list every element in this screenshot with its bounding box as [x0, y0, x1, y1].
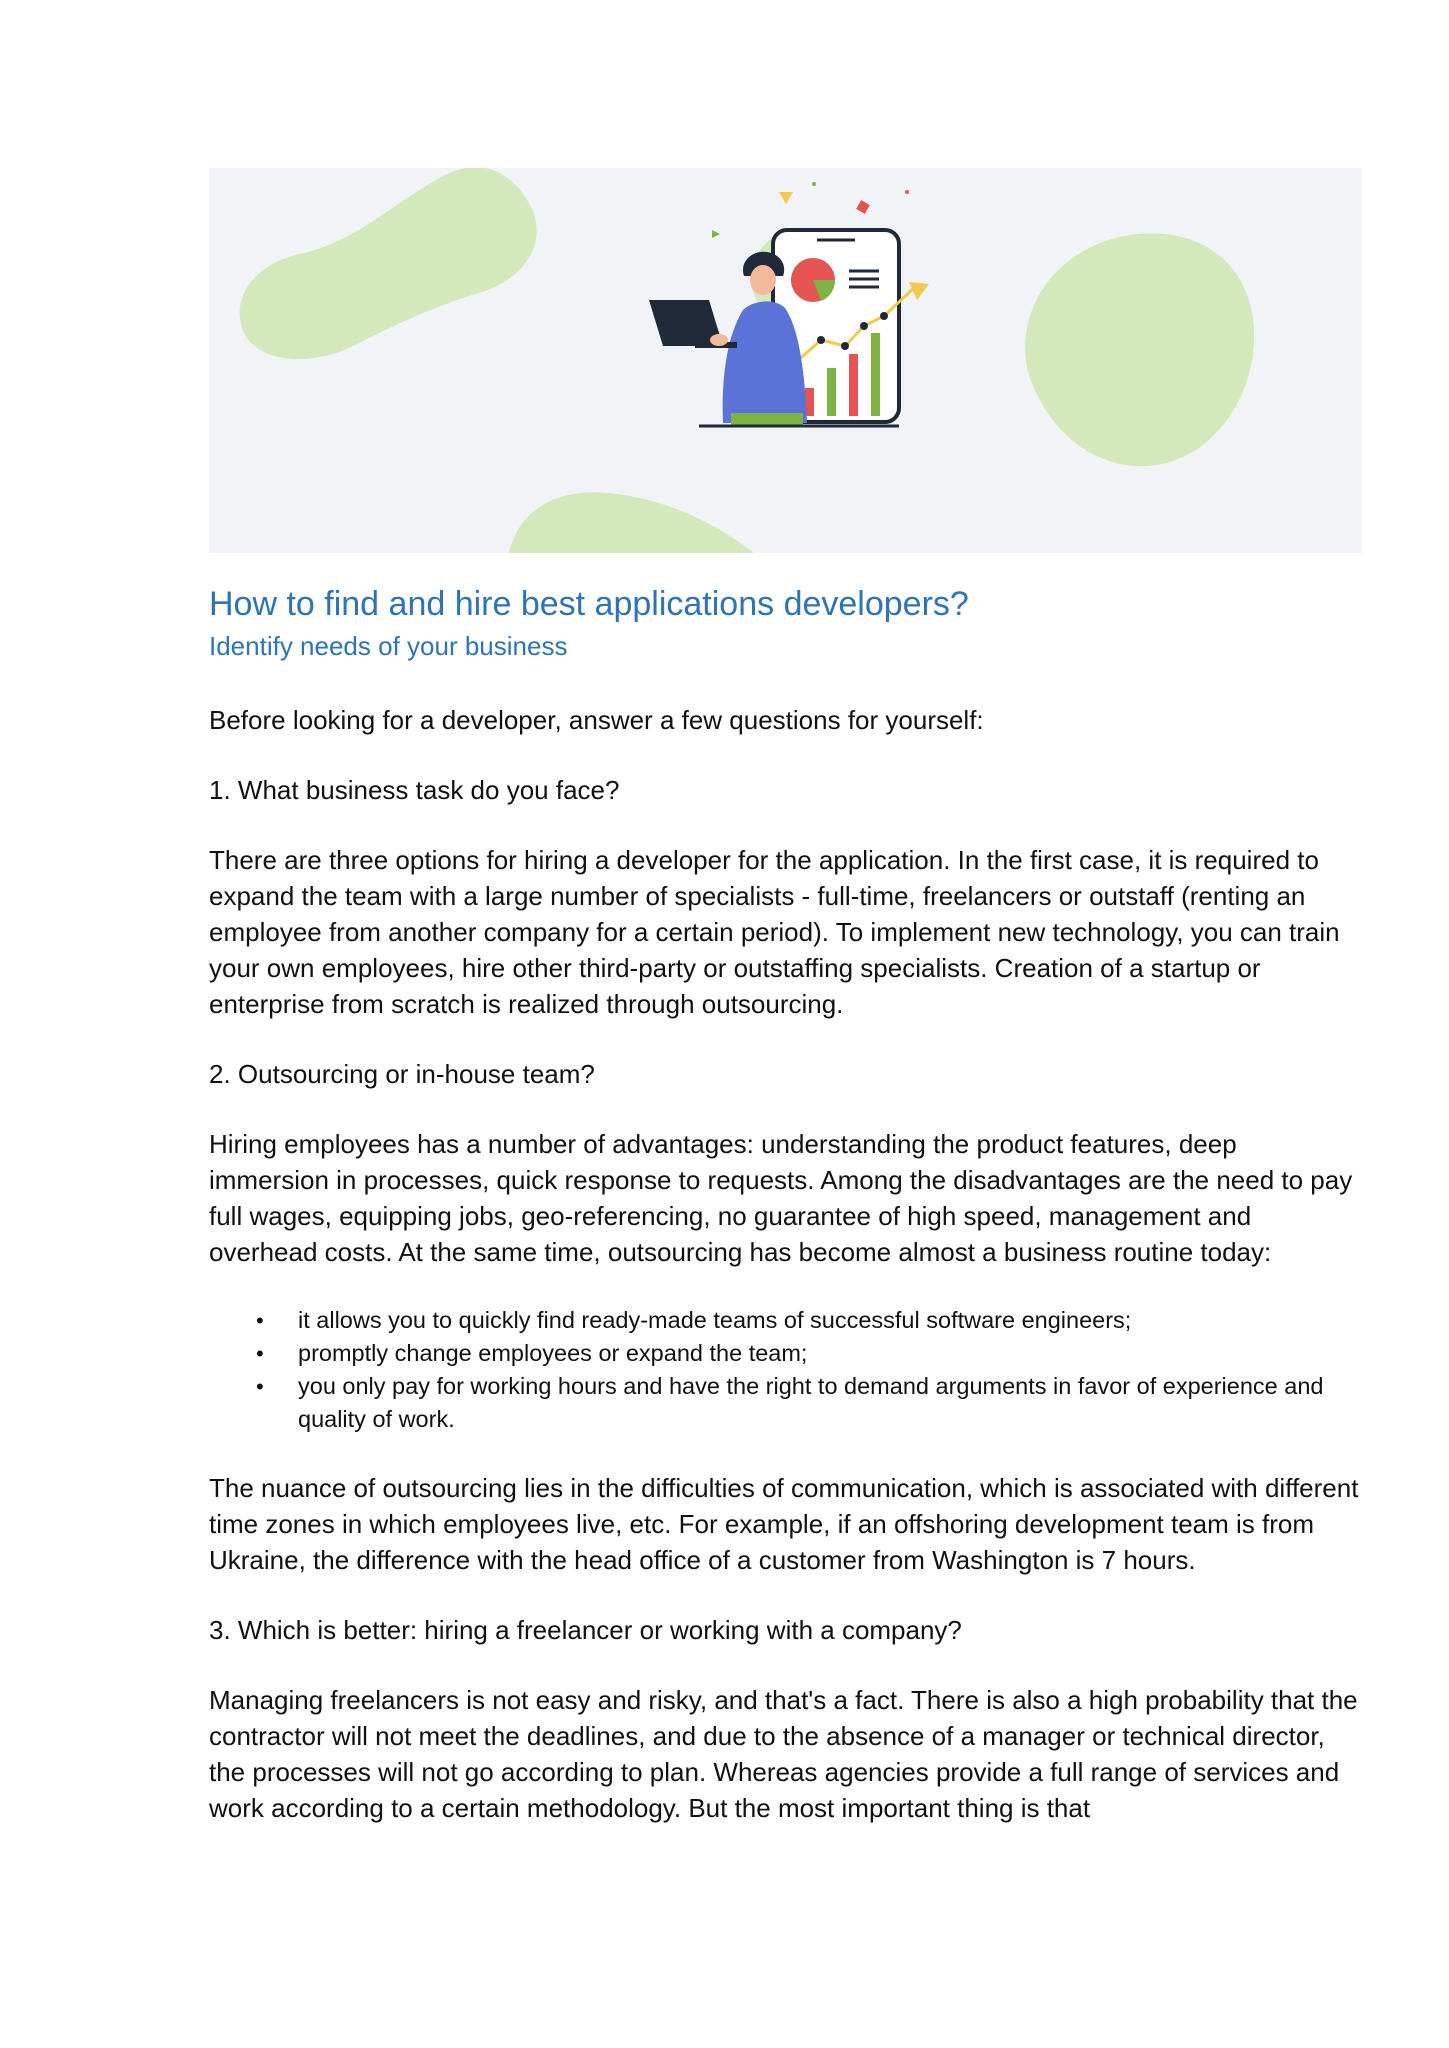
bar-2 [827, 368, 836, 416]
green-blob-bottom [509, 492, 754, 553]
green-blob-right [1025, 233, 1254, 466]
paragraph-1: There are three options for hiring a developer for the application. In the first case, it is required to expand the team with a large number of specialists - full-time, freelancers or outstaff (renting an employee from another company for a certain period). To implement new technology, you can train your own employees, hire other third-party or outstaffing specialists. Creation of a startup or enterprise from scratch is realized through outsourcing. [209, 845, 1340, 1019]
bar-4 [871, 333, 880, 416]
hero-illustration [209, 168, 1362, 553]
person-pants [731, 413, 803, 425]
list-item-text: it allows you to quickly find ready-made teams of successful software engineers; [298, 1307, 1132, 1333]
bullet-icon: • [256, 1308, 264, 1333]
confetti-dot-2 [812, 182, 816, 186]
paragraph-4: Managing freelancers is not easy and risky, and that's a fact. There is also a high probability that the contractor will not meet the deadlines, and due to the absence of a manager or technical director, the processes will not go according to plan. Whereas agencies provide a full range of services and work according to a certain methodology. But the most important thing is that [209, 1685, 1358, 1823]
confetti-triangle [779, 192, 793, 204]
confetti-dot-1 [905, 190, 909, 194]
paragraph-3: The nuance of outsourcing lies in the difficulties of communication, which is associated with different time zones in which employees live, etc. For example, if an offshoring development team is from Ukraine, the difference with the head office of a customer from Washington is 7 hours. [209, 1473, 1359, 1575]
green-blob-left [240, 168, 537, 359]
person-face [750, 265, 776, 295]
question-1: 1. What business task do you face? [209, 775, 620, 805]
list-item [209, 1370, 1362, 1436]
confetti-square [856, 200, 870, 214]
bullet-icon: • [256, 1341, 264, 1366]
paragraph-2: Hiring employees has a number of advantages: understanding the product features, deep immersion in processes, quick response to requests. Among the disadvantages are the need to pay full wages, equipping jobs, geo-referencing, no guarantee of high speed, management and overhead costs. At the same time, outsourcing has become almost a business routine today: [209, 1129, 1353, 1267]
list-item-text: promptly change employees or expand the team; [298, 1340, 808, 1366]
list-item-text: you only pay for working hours and have the right to demand arguments in favor of experience and quality of work. [298, 1373, 1324, 1432]
question-3: 3. Which is better: hiring a freelancer or working with a company? [209, 1615, 962, 1645]
bullet-icon: • [256, 1374, 264, 1399]
list-item [209, 1337, 1362, 1370]
list-item [209, 1304, 1362, 1337]
intro-paragraph: Before looking for a developer, answer a few questions for yourself: [209, 705, 984, 735]
confetti-green [712, 230, 720, 238]
bar-3 [849, 354, 858, 416]
article-title: How to find and hire best applications developers? [209, 585, 969, 623]
article-content [209, 582, 1362, 1826]
question-2: 2. Outsourcing or in-house team? [209, 1059, 595, 1089]
bullet-list [209, 1304, 1362, 1436]
article-subtitle: Identify needs of your business [209, 631, 568, 661]
hero-banner [209, 168, 1362, 553]
